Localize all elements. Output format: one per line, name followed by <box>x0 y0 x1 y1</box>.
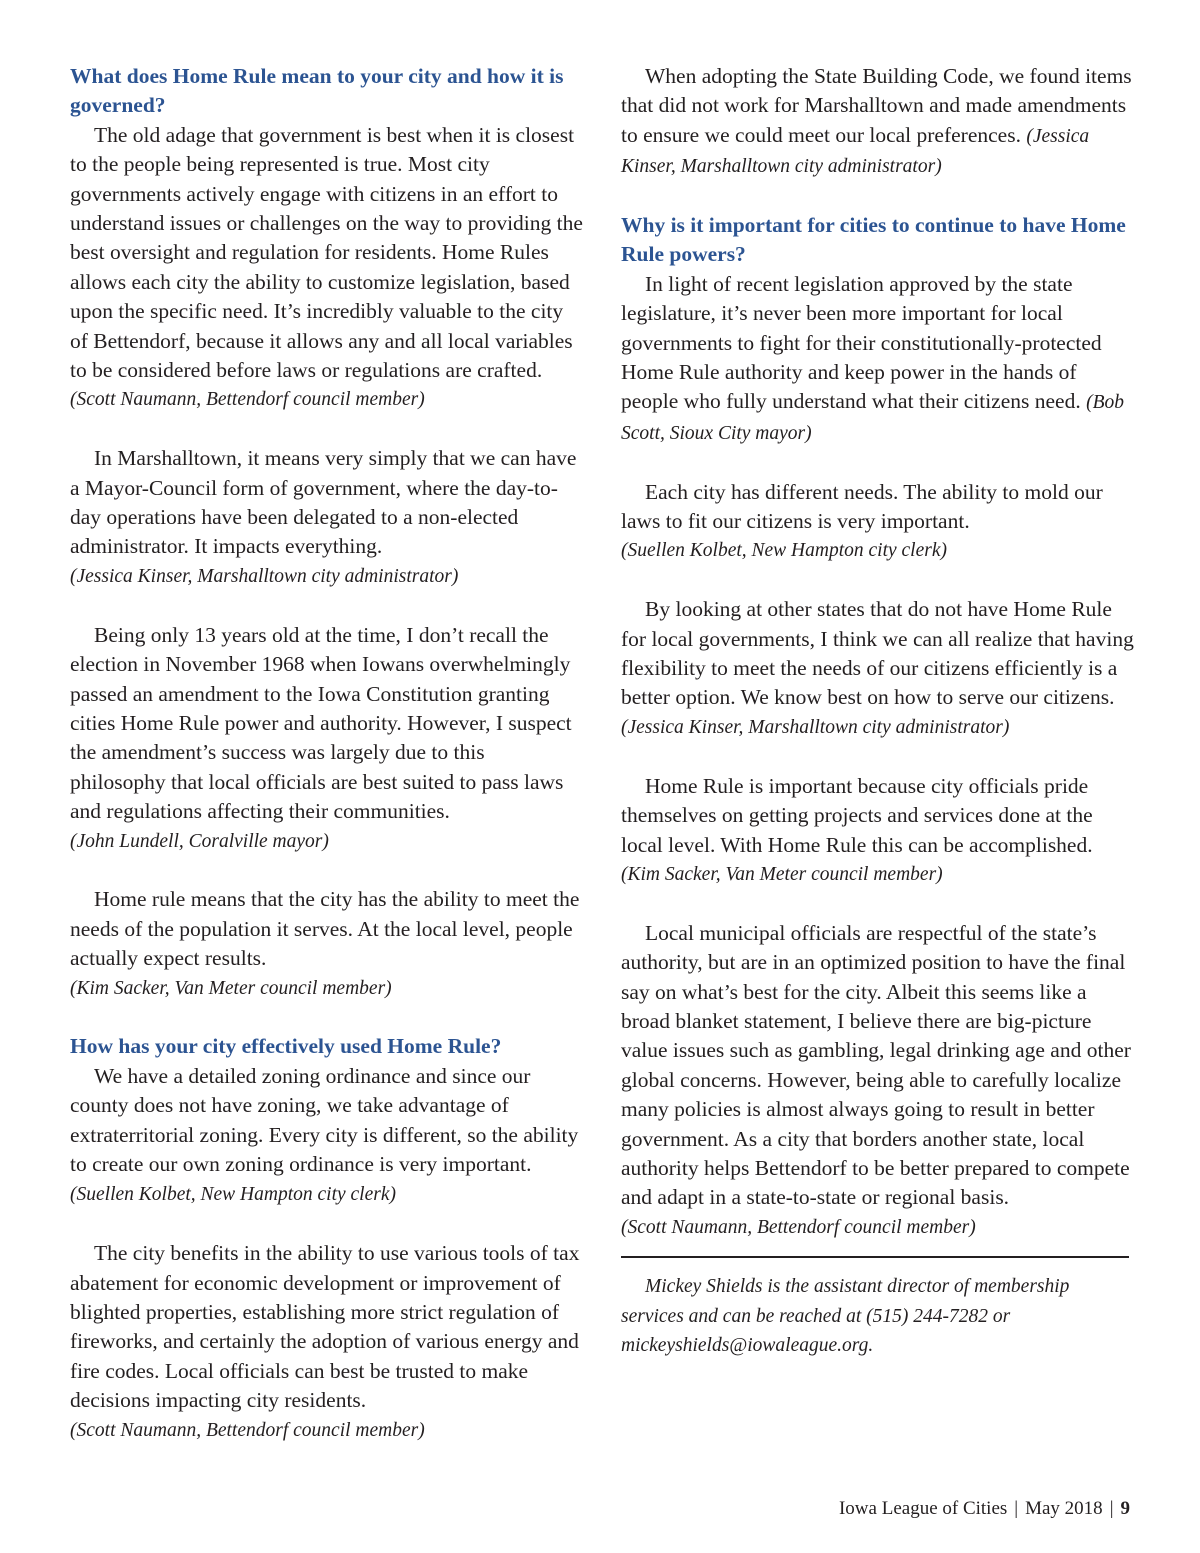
paragraph: Home Rule is important because city officials pride themselves on getting projects and services done at the local level. With Home Rule this can be accomplished. <box>621 773 1093 857</box>
paragraph: Local municipal officials are respectful of the state’s authority, but are in an optimized position to have the final say on what’s best for the city. Albeit this seems like a broad blanket statement, I believe there are big-picture value issues such as gambling, legal drinking age and other global concerns. However, being able to carefully localize many policies is almost always going to result in better government. As a city that borders another state, local authority helps Bettendorf to be better prepared to compete and adapt in a state-to-state or regional basis. <box>621 920 1131 1210</box>
paragraph: In Marshalltown, it means very simply that we can have a Mayor-Council form of government, where the day-to-day operations have been delegated to a non-elected administrator. It impacts everything. <box>70 446 577 559</box>
paragraph <box>621 270 1136 448</box>
paragraph-text: In light of recent legislation approved by the state legislature, it’s never been more important for local governments to fight for their constitutionally-protected Home Rule authority and keep power in the hands of people who fully understand what their citizens need. <box>621 271 1102 414</box>
paragraph: The city benefits in the ability to use various tools of tax abatement for economic development or improvement of blighted properties, establishing more strict regulation of fireworks, and certainly the adoption of various energy and fire codes. Local officials can best be trusted to make decisions impacting city residents. <box>70 1241 580 1413</box>
publication-name: Iowa League of Cities <box>838 1498 1008 1519</box>
paragraph: Being only 13 years old at the time, I don’t recall the election in November 1968 when Iowans overwhelmingly passed an amendment to the Iowa Constitution granting cities Home Rule power and authority. However, I suspect the amendment’s success was largely due to this philosophy that local officials are best suited to pass laws and regulations affecting their communities. <box>70 622 572 824</box>
paragraph <box>70 1062 585 1210</box>
right-column <box>621 62 1136 1360</box>
attribution: (John Lundell, Coralville mayor) <box>70 830 329 852</box>
paragraph-text: When adopting the State Building Code, we found items that did not work for Marshalltown and made amendments to ensure we could meet our local preferences. <box>621 64 1132 147</box>
section-heading-what-home-rule-means: What does Home Rule mean to your city and how it is governed? <box>70 64 564 118</box>
issue-date: May 2018 <box>1025 1498 1103 1519</box>
attribution: (Suellen Kolbet, New Hampton city clerk) <box>621 540 947 562</box>
paragraph-text: We have a detailed zoning ordinance and since our county does not have zoning, we take advantage of extraterritorial zoning. Every city is different, so the ability to create our own zoning ordinance is very important. <box>70 1063 579 1176</box>
paragraph: Home rule means that the city has the ability to meet the needs of the population it serves. At the local level, people actually expect results. <box>70 887 580 971</box>
paragraph: Each city has different needs. The ability to mold our laws to fit our citizens is very important. <box>621 479 1103 534</box>
attribution: (Bob Scott, Sioux City mayor) <box>621 392 1125 444</box>
attribution: (Jessica Kinser, Marshalltown city administrator) <box>621 125 1090 178</box>
attribution: (Kim Sacker, Van Meter council member) <box>621 863 943 885</box>
attribution: (Suellen Kolbet, New Hampton city clerk) <box>70 1184 396 1206</box>
attribution: (Jessica Kinser, Marshalltown city administrator) <box>621 716 1010 738</box>
footer-separator: | <box>1014 1498 1019 1519</box>
attribution: (Scott Naumann, Bettendorf council member) <box>70 389 425 411</box>
page-footer <box>839 1497 1130 1521</box>
attribution: (Scott Naumann, Bettendorf council member) <box>70 1419 425 1441</box>
section-heading-why-important: Why is it important for cities to continue to have Home Rule powers? <box>621 213 1126 267</box>
footer-separator: | <box>1109 1498 1114 1519</box>
paragraph: By looking at other states that do not have Home Rule for local governments, I think we can all realize that having flexibility to meet the needs of our citizens efficiently is a better option. We know best on how to serve our citizens. <box>621 597 1134 710</box>
section-heading-how-used: How has your city effectively used Home Rule? <box>70 1034 502 1059</box>
attribution: (Scott Naumann, Bettendorf council member) <box>621 1216 976 1238</box>
author-bio: Mickey Shields is the assistant director of membership services and can be reached at (515) 244-7282 or mickeyshields@iowaleague.org. <box>621 1276 1070 1356</box>
left-column <box>70 62 585 1445</box>
page-number: 9 <box>1120 1498 1130 1519</box>
attribution: (Kim Sacker, Van Meter council member) <box>70 977 392 999</box>
divider <box>621 1256 1129 1258</box>
paragraph <box>621 62 1136 182</box>
attribution: (Jessica Kinser, Marshalltown city administrator) <box>70 565 459 587</box>
paragraph: The old adage that government is best when it is closest to the people being represented is true. Most city governments actively engage with citizens in an effort to understand issues or challenges on the way to providing the best oversight and regulation for residents. Home Rules allows each city the ability to customize legislation, based upon the specific need. It’s incredibly valuable to the city of Bettendorf, because it allows any and all local variables to be considered before laws or regulations are crafted. <box>70 122 583 383</box>
